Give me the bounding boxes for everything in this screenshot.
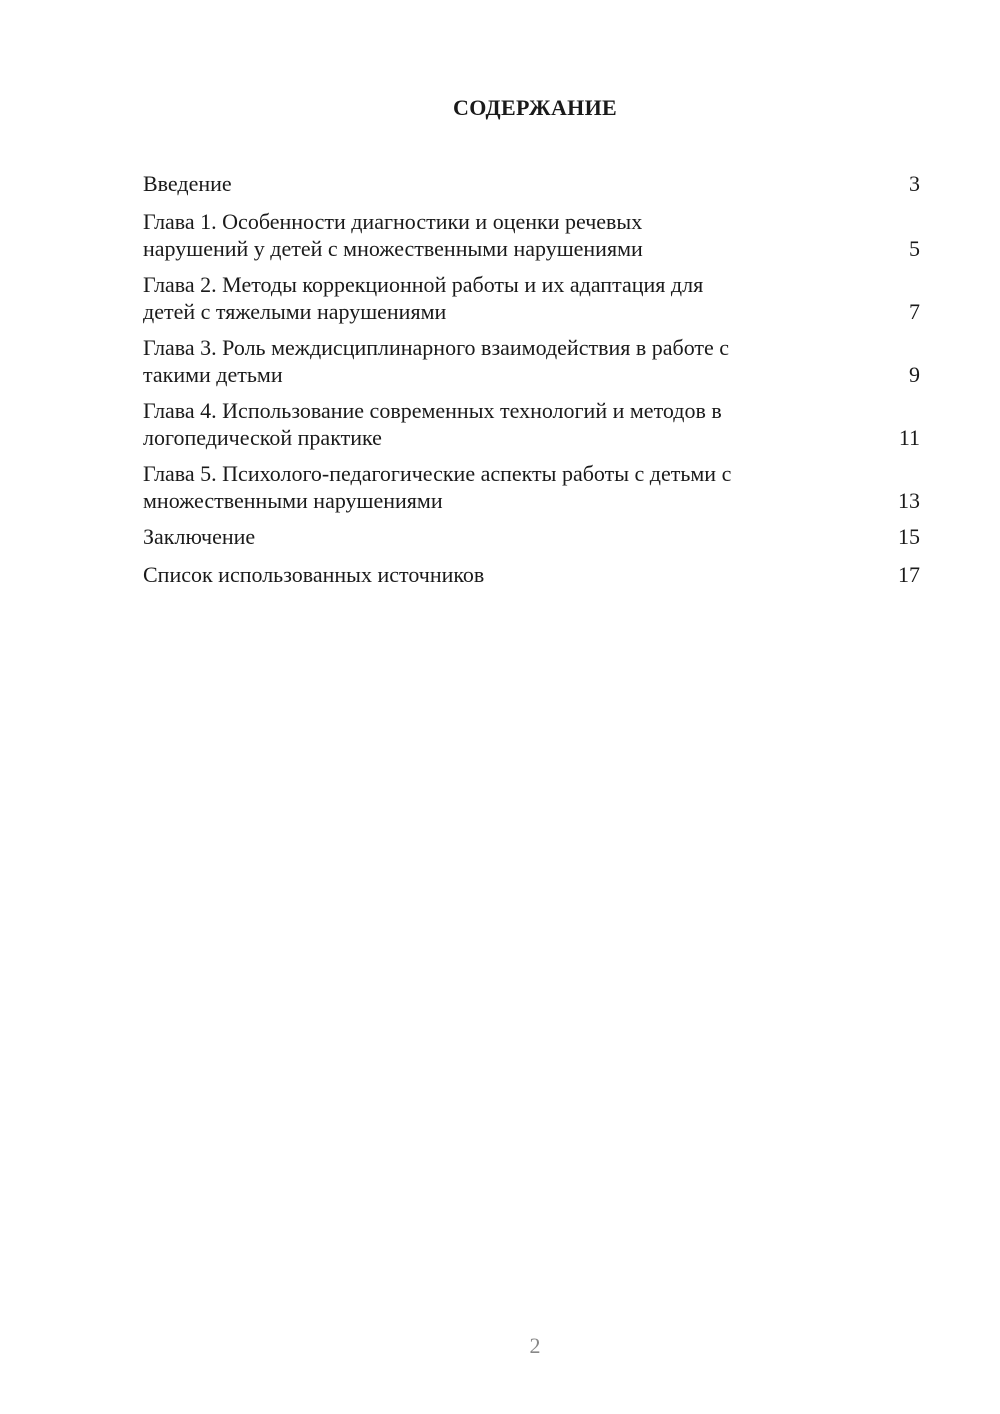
toc-title: СОДЕРЖАНИЕ (453, 95, 617, 120)
toc-entry-text: Глава 2. Методы коррекционной работы и их адаптация для детей с тяжелыми нарушениями (143, 272, 704, 324)
toc-entry-text: Введение (143, 171, 232, 196)
page-number: 2 (529, 1333, 541, 1358)
toc-entry-conclusion (143, 523, 920, 550)
toc-entry-introduction (143, 170, 920, 197)
toc-entry-page: 7 (909, 299, 920, 324)
toc-entry-page: 15 (898, 524, 920, 549)
toc-entry-page: 5 (909, 236, 920, 261)
table-of-contents (143, 170, 920, 599)
toc-entry-text: Глава 3. Роль междисциплинарного взаимодействия в работе с такими детьми (143, 335, 730, 387)
toc-entry-page: 17 (898, 562, 920, 587)
toc-entry-chapter-1 (143, 208, 920, 262)
toc-entry-chapter-3 (143, 334, 920, 388)
toc-entry-page: 13 (898, 488, 920, 513)
toc-entry-references (143, 561, 920, 588)
toc-entry-chapter-4 (143, 397, 920, 451)
toc-entry-text: Глава 5. Психолого-педагогические аспекты работы с детьми с множественными нарушениями (143, 461, 732, 513)
toc-entry-page: 9 (909, 362, 920, 387)
toc-entry-page: 3 (909, 171, 920, 196)
toc-entry-page: 11 (898, 425, 920, 450)
toc-entry-chapter-5 (143, 460, 920, 514)
toc-entry-chapter-2 (143, 271, 920, 325)
toc-entry-text: Глава 4. Использование современных технологий и методов в логопедической практике (143, 398, 722, 450)
toc-entry-text: Список использованных источников (143, 562, 485, 587)
toc-entry-text: Глава 1. Особенности диагностики и оценки речевых нарушений у детей с множественными нарушениями (143, 209, 643, 261)
toc-entry-text: Заключение (143, 524, 256, 549)
